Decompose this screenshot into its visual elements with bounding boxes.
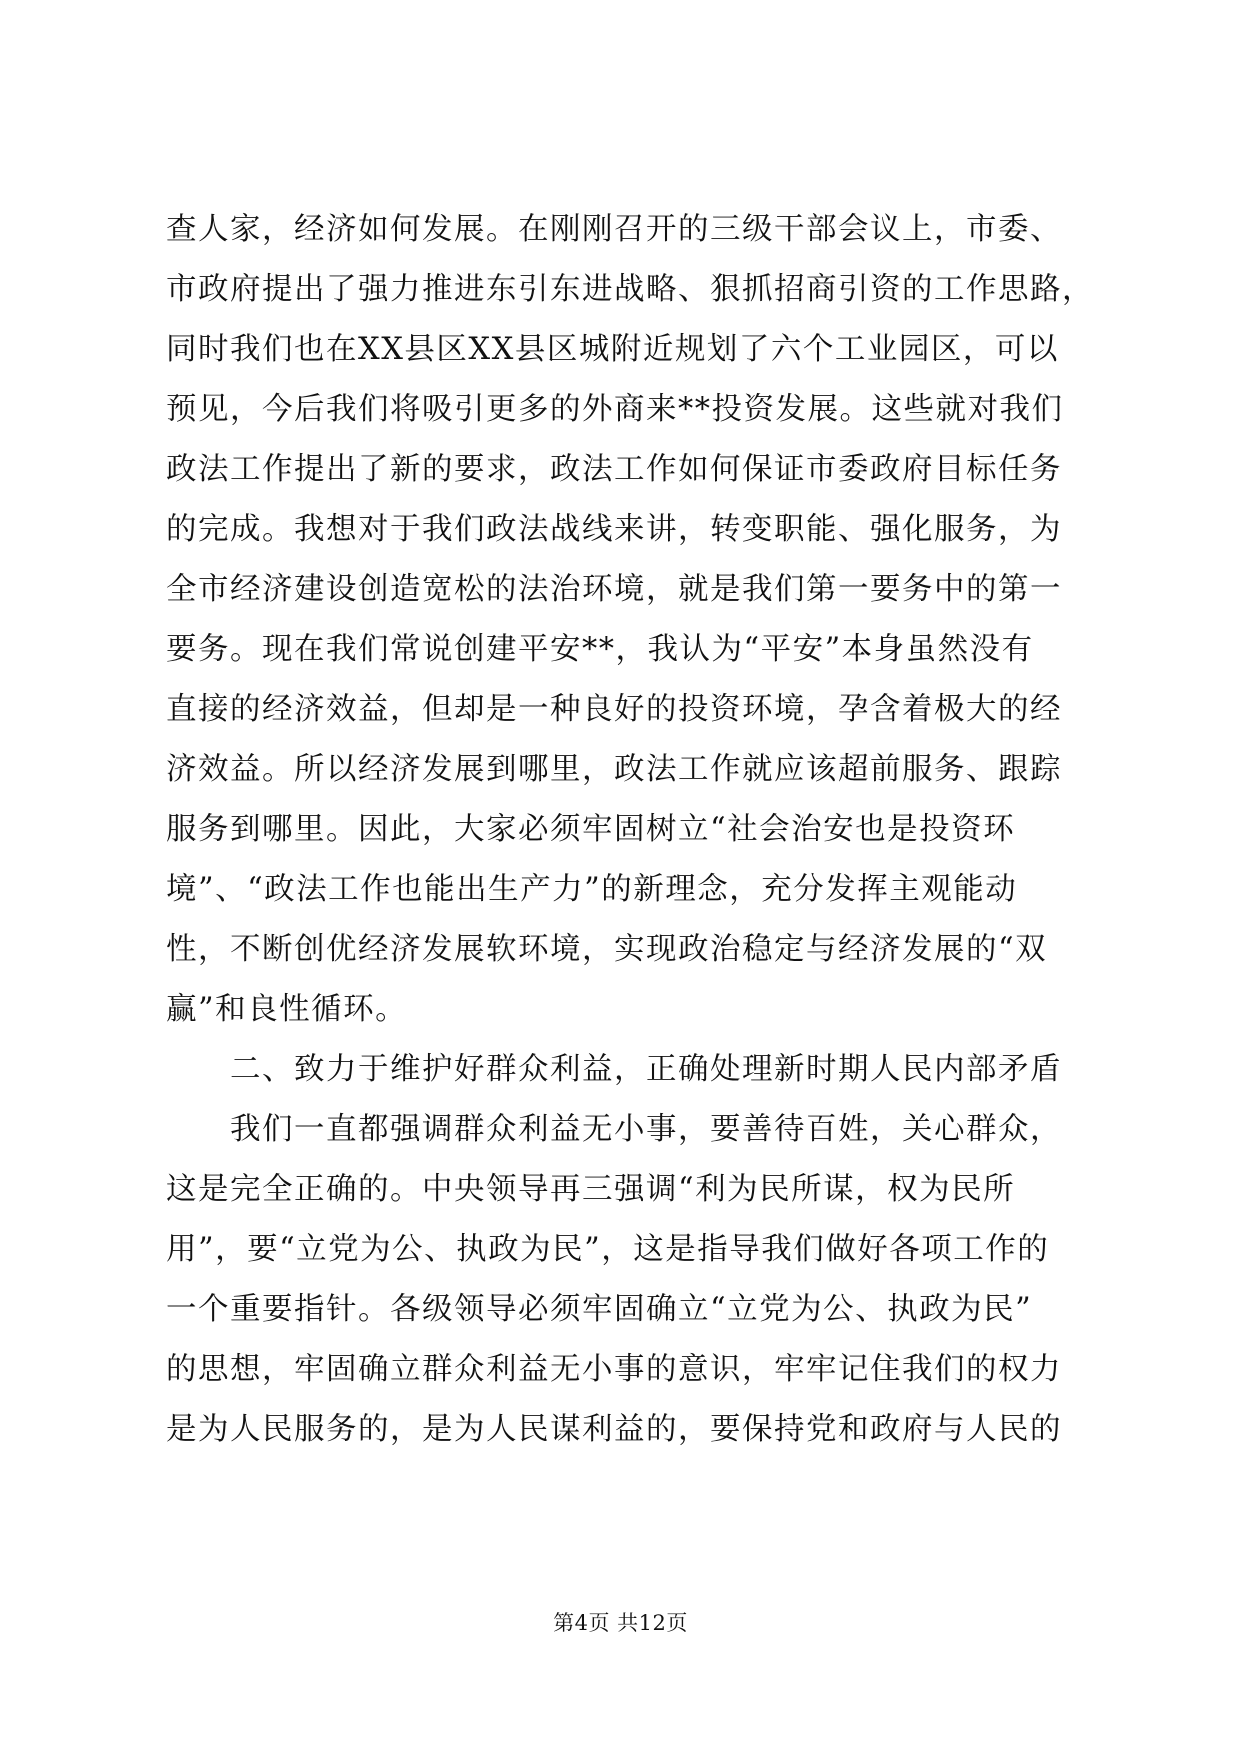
text-line: 查人家，经济如何发展。在刚刚召开的三级干部会议上，市委、 — [166, 212, 1062, 247]
text-line: 境”、“政法工作也能出生产力”的新理念，充分发挥主观能动 — [166, 872, 1018, 907]
text-line: 预见，今后我们将吸引更多的外商来**投资发展。这些就对我们 — [166, 392, 1064, 427]
text-line: 用”，要“立党为公、执政为民”，这是指导我们做好各项工作的 — [166, 1232, 1050, 1267]
text-line: 市政府提出了强力推进东引东进战略、狠抓招商引资的工作思路， — [166, 272, 1094, 307]
text-line: 全市经济建设创造宽松的法治环境，就是我们第一要务中的第一 — [166, 572, 1062, 607]
text-line: 服务到哪里。因此，大家必须牢固树立“社会治安也是投资环 — [166, 812, 1016, 847]
text-line: 这是完全正确的。中央领导再三强调“利为民所谋，权为民所 — [166, 1172, 1016, 1207]
text-line: 赢”和良性循环。 — [166, 992, 408, 1027]
page-number-footer: 第4页 共12页 — [553, 1611, 688, 1635]
text-line: 要务。现在我们常说创建平安**，我认为“平安”本身虽然没有 — [166, 632, 1034, 667]
text-line: 一个重要指针。各级领导必须牢固确立“立党为公、执政为民” — [166, 1292, 1033, 1327]
text-line: 性，不断创优经济发展软环境，实现政治稳定与经济发展的“双 — [166, 932, 1048, 967]
text-line: 同时我们也在XX县区XX县区城附近规划了六个工业园区，可以 — [166, 332, 1059, 367]
text-line: 济效益。所以经济发展到哪里，政法工作就应该超前服务、跟踪 — [166, 752, 1062, 787]
section-heading: 二、致力于维护好群众利益，正确处理新时期人民内部矛盾 — [230, 1052, 1062, 1087]
text-line: 是为人民服务的，是为人民谋利益的，要保持党和政府与人民的 — [166, 1412, 1062, 1447]
text-line: 的完成。我想对于我们政法战线来讲，转变职能、强化服务，为 — [166, 512, 1062, 547]
text-line: 直接的经济效益，但却是一种良好的投资环境，孕含着极大的经 — [166, 692, 1062, 727]
text-line: 的思想，牢固确立群众利益无小事的意识，牢牢记住我们的权力 — [166, 1352, 1062, 1387]
text-line: 政法工作提出了新的要求，政法工作如何保证市委政府目标任务 — [166, 452, 1062, 487]
paragraph-first-line: 我们一直都强调群众利益无小事，要善待百姓，关心群众， — [230, 1112, 1062, 1147]
